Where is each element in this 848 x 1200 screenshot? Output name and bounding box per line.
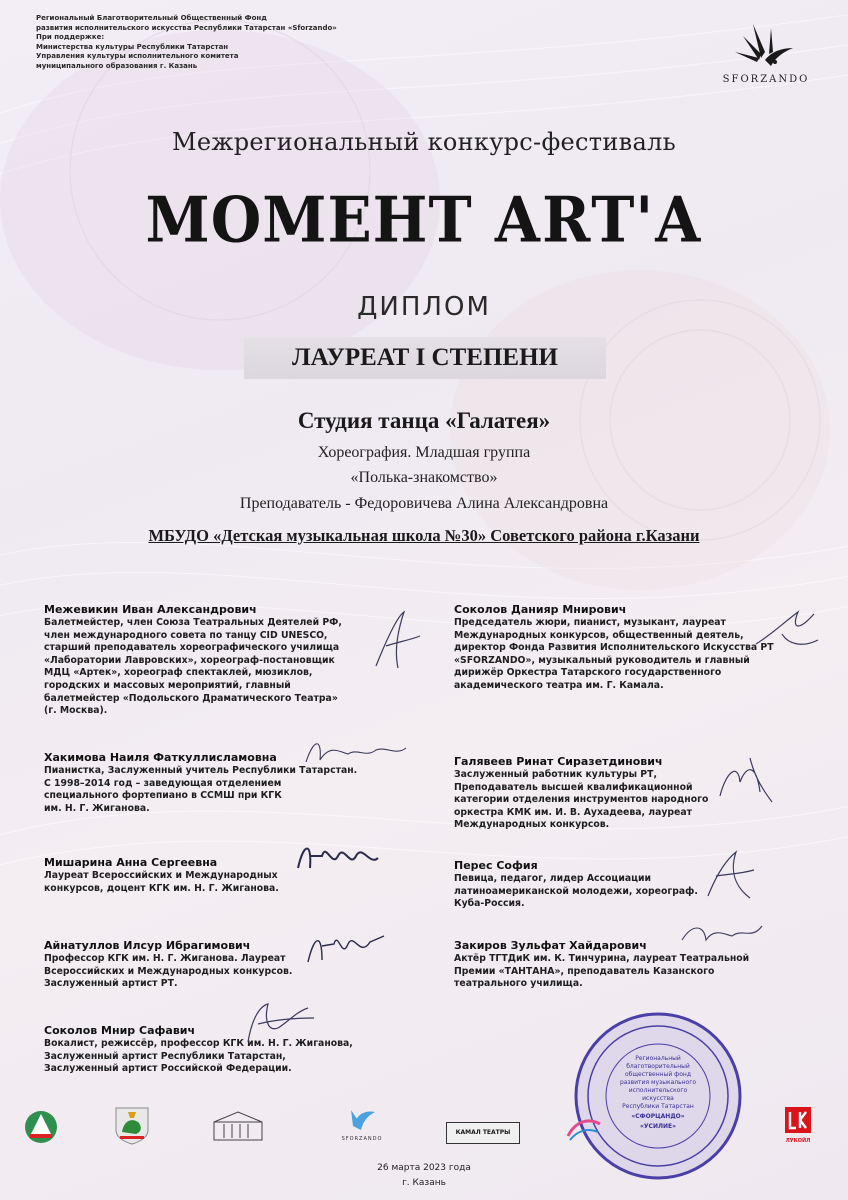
jury-member [44,602,414,718]
ministry-emblem-icon [210,1110,266,1146]
jury-description: Балетмейстер, член Союза Театральных Деятелей РФ, член международного совета по танцу CID UNESCO, старший преподаватель хореографического училища «Лаборатории Лавровских», хореограф-постановщик МДЦ «Артек», хореограф спектаклей, мюзиклов, городских и массовых мероприятий, главный балетмейстер «Подольского Драматического Театра» (г. Москва). [44,617,342,717]
seal-line: Региональный [635,1055,681,1062]
tatarstan-emblem-icon [24,1110,58,1144]
seal-line: «СФОРЦАНДО» [631,1113,685,1120]
award-title: ЛАУРЕАТ I СТЕПЕНИ [292,344,558,371]
jury-member [454,602,824,693]
jury-name: Межевикин Иван Александрович [44,603,257,616]
jury-name: Мишарина Анна Сергеевна [44,856,218,869]
seal-line: «УСИЛИЕ» [640,1123,676,1130]
organizer-line: Министерства культуры Республики Татарстан [36,42,229,51]
jury-description: Профессор КГК им. Н. Г. Жиганова. Лауреат Всероссийских и Международных конкурсов. Заслуженный артист РТ. [44,953,293,990]
organizer-line: Управления культуры исполнительного комитета [36,52,239,61]
diploma-label: ДИПЛОМ [357,292,491,322]
jury-description: Председатель жюри, пианист, музыкант, лауреат Международных конкурсов, общественный деятель, директор Фонда Развития Исполнительского Искусства РТ «SFORZANDO», музыкальный руководитель и главный дирижёр Оркестра Татарского государственного академического театра им. Г. Камала. [454,617,774,691]
issue-date: 26 марта 2023 года [377,1163,471,1173]
bird-icon [731,18,801,72]
partner-logo-icon [564,1114,604,1144]
jury-description: Пианистка, Заслуженный учитель Республики Татарстан. С 1998–2014 год – заведующая отделением специального фортепиано в ССМШ при КГК им. Н. Г. Жиганова. [44,765,358,814]
seal-line: общественный фонд [625,1071,691,1078]
kamal-theatre-logo: КАМАЛ ТЕАТРЫ [446,1122,520,1144]
award-banner [244,337,606,379]
teacher: Преподаватель - Федоровичева Алина Александровна [239,495,609,512]
sforzando-partner-logo [332,1104,392,1142]
jury-name: Айнатуллов Илсур Ибрагимович [44,939,251,952]
jury-name: Соколов Мнир Сафавич [44,1024,196,1037]
category: Хореография. Младшая группа [317,444,531,461]
school-name: МБУДО «Детская музыкальная школа №30» Советского района г.Казани [148,526,700,545]
recipient-name: Студия танца «Галатея» [297,408,551,433]
issue-city: г. Казань [402,1178,446,1188]
jury-member [454,938,824,991]
official-seal [572,1010,744,1182]
jury-name: Галявеев Ринат Сиразетдинович [454,755,663,768]
organizer-line: Региональный Благотворительный Общественный Фонд [36,14,267,22]
jury-member [44,938,414,991]
partner-text: SFORZANDO [341,1136,383,1142]
seal-line: развития музыкального [619,1079,697,1086]
jury-member [44,750,414,815]
festival-title: МОМЕНТ АRТ'А [145,183,703,257]
festival-subtitle: Межрегиональный конкурс-фестиваль [172,128,676,156]
seal-line: исполнительского [628,1087,688,1094]
logo-text: SFORZANDO [722,74,810,85]
jury-name: Перес София [454,859,538,872]
partner-text: ЛУКОЙЛ [785,1138,811,1144]
organizer-line: муниципального образования г. Казань [36,61,198,70]
lukoil-icon [784,1106,812,1134]
bird-icon [347,1104,377,1132]
jury-description: Лауреат Всероссийских и Международных конкурсов, доцент КГК им. Н. Г. Жиганова. [44,870,279,894]
organizer-block [36,14,456,72]
sforzando-logo [718,18,814,98]
organizer-line: развития исполнительского искусства Республики Татарстан «Sforzando» [36,23,337,32]
jury-description: Вокалист, режиссёр, профессор КГК им. Н. Г. Жиганова, Заслуженный артист Республики Татарстан, Заслуженный артист Российской Федерации. [44,1038,353,1075]
jury-name: Хакимова Наиля Фаткуллисламовна [44,751,277,764]
piece-title: «Полька-знакомство» [350,469,498,486]
jury-member [454,754,824,832]
jury-name: Соколов Данияр Мнирович [454,603,627,616]
organizer-line: При поддержке: [36,33,105,42]
jury-description: Заслуженный работник культуры РТ, Преподаватель высшей квалификационной категории отделения инструментов народного оркестра КМК им. И. В. Аухадеева, лауреат Международных конкурсов. [454,769,709,831]
seal-line: искусства [642,1095,674,1102]
seal-line: Республики Татарстан [622,1103,694,1110]
jury-member [454,858,824,911]
jury-description: Актёр ТГТДиК им. К. Тинчурина, лауреат Театральной Премии «ТАНТАНА», преподаватель Казанского театрального училища. [454,953,750,990]
jury-member [44,855,414,895]
kazan-emblem-icon [114,1106,150,1146]
jury-description: Певица, педагог, лидер Ассоциации латиноамериканской молодежи, хореограф. Куба-Россия. [454,873,698,910]
jury-name: Закиров Зульфат Хайдарович [454,939,647,952]
seal-line: благотворительный [626,1063,690,1070]
jury-member [44,1023,424,1076]
lukoil-logo [780,1106,816,1144]
